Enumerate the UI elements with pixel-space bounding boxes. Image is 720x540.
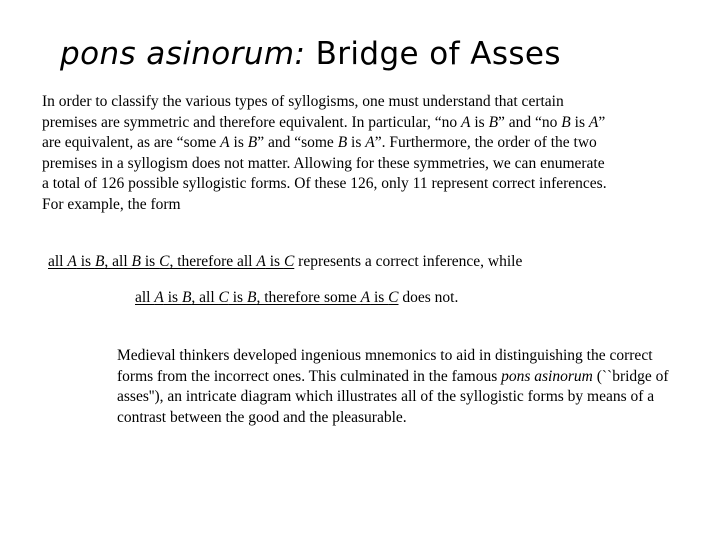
form-text: is [370, 289, 389, 306]
intro-text: In order to classify the various types of syllogisms, one must understand that certain premises are symmetric and therefore equivalent. In particular, “no [42, 93, 564, 131]
example-text: represents a correct inference, while [294, 253, 523, 270]
intro-paragraph [42, 92, 612, 215]
intro-text: is [570, 113, 589, 131]
valid-syllogism-example [48, 252, 668, 273]
syllogism-form [135, 289, 399, 306]
var: A [220, 134, 230, 151]
intro-text: ”. Furthermore, the order of the two premises in a syllogism does not matter. Allowing for these symmetries, we can enumerate a total of 126 possible syllogistic forms. Of these 126, only 11 represent correct inferences. For example, the form [42, 134, 607, 213]
form-text: , therefore all [169, 253, 257, 270]
closing-text: (``bridge of asses''), an intricate diagram which illustrates all of the syllogistic forms by means of a contrast between the good and the pleasurable. [117, 367, 669, 426]
form-text: all [135, 289, 155, 306]
var: C [388, 289, 399, 306]
pons-asinorum-term: pons asinorum [501, 367, 593, 385]
intro-text: ” are equivalent, as are “some [42, 113, 606, 151]
var: B [488, 113, 499, 131]
var: B [131, 253, 141, 270]
title-latin: pons asinorum: [60, 36, 306, 72]
var: A [256, 253, 266, 270]
var: A [154, 289, 164, 306]
closing-text: Medieval thinkers developed ingenious mnemonics to aid in distinguishing the correct forms from the incorrect ones. This culminated in the famous [117, 347, 653, 385]
var: B [181, 289, 192, 306]
var: C [159, 253, 170, 270]
var: B [94, 253, 105, 270]
closing-paragraph [117, 346, 672, 428]
var: A [365, 134, 375, 151]
var: C [218, 289, 229, 306]
var: A [360, 289, 371, 306]
var: B [561, 113, 571, 131]
intro-text: is [470, 113, 489, 131]
form-text: all [48, 253, 68, 270]
var: A [588, 113, 599, 131]
var: A [67, 253, 77, 270]
intro-text: is [229, 134, 248, 151]
intro-text: ” and “no [498, 113, 562, 131]
intro-text: ” and “some [257, 134, 338, 151]
var: B [247, 134, 258, 151]
example-text: does not. [398, 289, 459, 306]
intro-text: is [347, 134, 366, 151]
form-text: is [141, 253, 160, 270]
form-text: , all [104, 253, 132, 270]
slide-title [60, 30, 680, 78]
form-text: , therefore some [256, 289, 361, 306]
syllogism-form [48, 253, 294, 270]
title-english: Bridge of Asses [305, 36, 561, 72]
var: C [283, 253, 295, 270]
var: A [461, 113, 471, 131]
form-text: is [265, 253, 284, 270]
var: B [337, 134, 348, 151]
form-text: is [76, 253, 95, 270]
form-text: is [228, 289, 247, 306]
invalid-syllogism-example [135, 288, 695, 309]
var: B [246, 289, 257, 306]
form-text: , all [191, 289, 219, 306]
form-text: is [163, 289, 182, 306]
